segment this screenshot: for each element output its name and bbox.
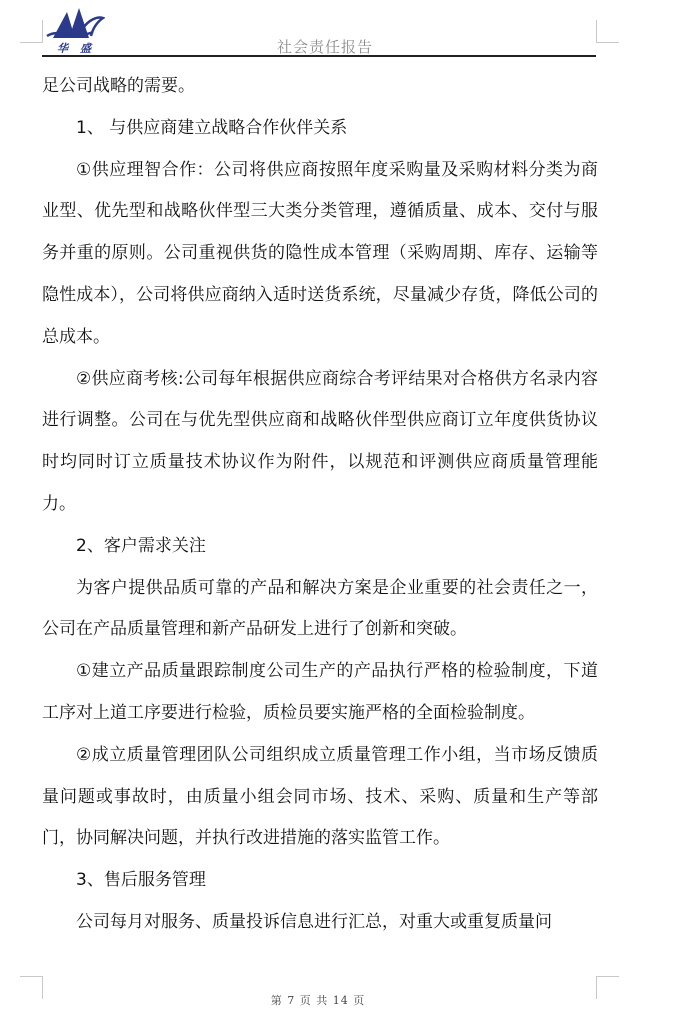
logo-text: 华盛	[57, 42, 103, 55]
section-heading: 3、售后服务管理	[76, 870, 206, 891]
paragraph: ②成立质量管理团队公司组织成立质量管理工作小组，当市场反馈质量问题或事故时，由质量小组会同市场、技术、采购、质量和生产等部门，协同解决问题，并执行改进措施的落实监管工作。	[42, 744, 598, 849]
page-number: 第 7 页 共 14 页	[270, 994, 366, 1007]
paragraph: ①建立产品质量跟踪制度公司生产的产品执行严格的检验制度，下道工序对上道工序要进行检验，质检员要实施严格的全面检验制度。	[42, 661, 598, 723]
paragraph-continuation: 足公司战略的需要。	[42, 76, 195, 96]
header-title: 社会责任报告	[276, 38, 373, 56]
paragraph: ①供应理智合作：公司将供应商按照年度采购量及采购材料分类为商业型、优先型和战略伙伴型三大类分类管理，遵循质量、成本、交付与服务并重的原则。公司重视供货的隐性成本管理（采购周期、库存、运输等隐性成本），公司将供应商纳入适时送货系统，尽量减少存货，降低公司的总成本。	[42, 159, 598, 347]
paragraph: 公司每月对服务、质量投诉信息进行汇总，对重大或重复质量问	[76, 911, 552, 932]
section-heading: 1、 与供应商建立战略合作伙伴关系	[76, 117, 348, 138]
header-rule	[42, 55, 596, 57]
paragraph: ②供应商考核:公司每年根据供应商综合考评结果对合格供方名录内容进行调整。公司在与优先型供应商和战略伙伴型供应商订立年度供货协议时均同时订立质量技术协议作为附件，以规范和评测供应商质量管理能力。	[42, 368, 598, 514]
section-heading: 2、客户需求关注	[76, 535, 206, 556]
document-body	[42, 66, 598, 944]
paragraph: 为客户提供品质可靠的产品和解决方案是企业重要的社会责任之一，公司在产品质量管理和新产品研发上进行了创新和突破。	[42, 577, 598, 640]
